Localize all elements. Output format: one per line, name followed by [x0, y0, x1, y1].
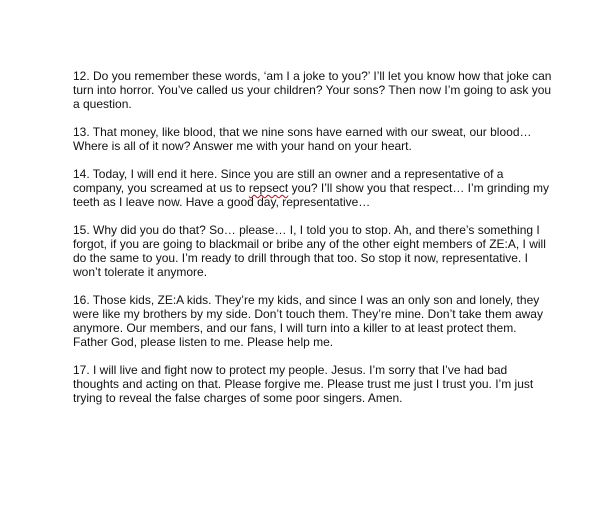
paragraph-14: [73, 167, 553, 209]
paragraph-14-end: you? I’ll show you that respect… I’m grinding my teeth as I leave now. Have a good day, representative…: [73, 181, 550, 209]
misspelled-word[interactable]: repsect: [248, 181, 289, 195]
document-body: [73, 69, 553, 419]
paragraph-17: 17. I will live and fight now to protect my people. Jesus. I’m sorry that I’ve had bad thoughts and acting on that. Please forgive me. Please trust me just I trust you. I’m just trying to reveal the false charges of some poor singers. Amen.: [73, 363, 534, 405]
paragraph-12: 12. Do you remember these words, ‘am I a joke to you?’ I’ll let you know how that joke can turn into horror. You’ve called us your children? Your sons? Then now I’m going to ask you a question.: [73, 69, 552, 111]
paragraph-13: 13. That money, like blood, that we nine sons have earned with our sweat, our blood… Where is all of it now? Answer me with your hand on your heart.: [73, 125, 532, 153]
paragraph-15: 15. Why did you do that? So… please… I, I told you to stop. Ah, and there’s something I forgot, if you are going to blackmail or bribe any of the other eight members of ZE:A, I will do the same to you. I’m ready to drill through that too. So stop it now, representative. I won’t tolerate it anymore.: [73, 223, 546, 279]
paragraph-14-start: 14. Today, I will end it here. Since you are still an owner and a representative of a company, you screamed at us to: [73, 167, 504, 195]
paragraph-16: 16. Those kids, ZE:A kids. They’re my kids, and since I was an only son and lonely, they were like my brothers by my side. Don’t touch them. They’re mine. Don’t take them away anymore. Our members, and our fans, I will turn into a killer to at least protect them. Father God, please listen to me. Please help me.: [73, 293, 543, 349]
